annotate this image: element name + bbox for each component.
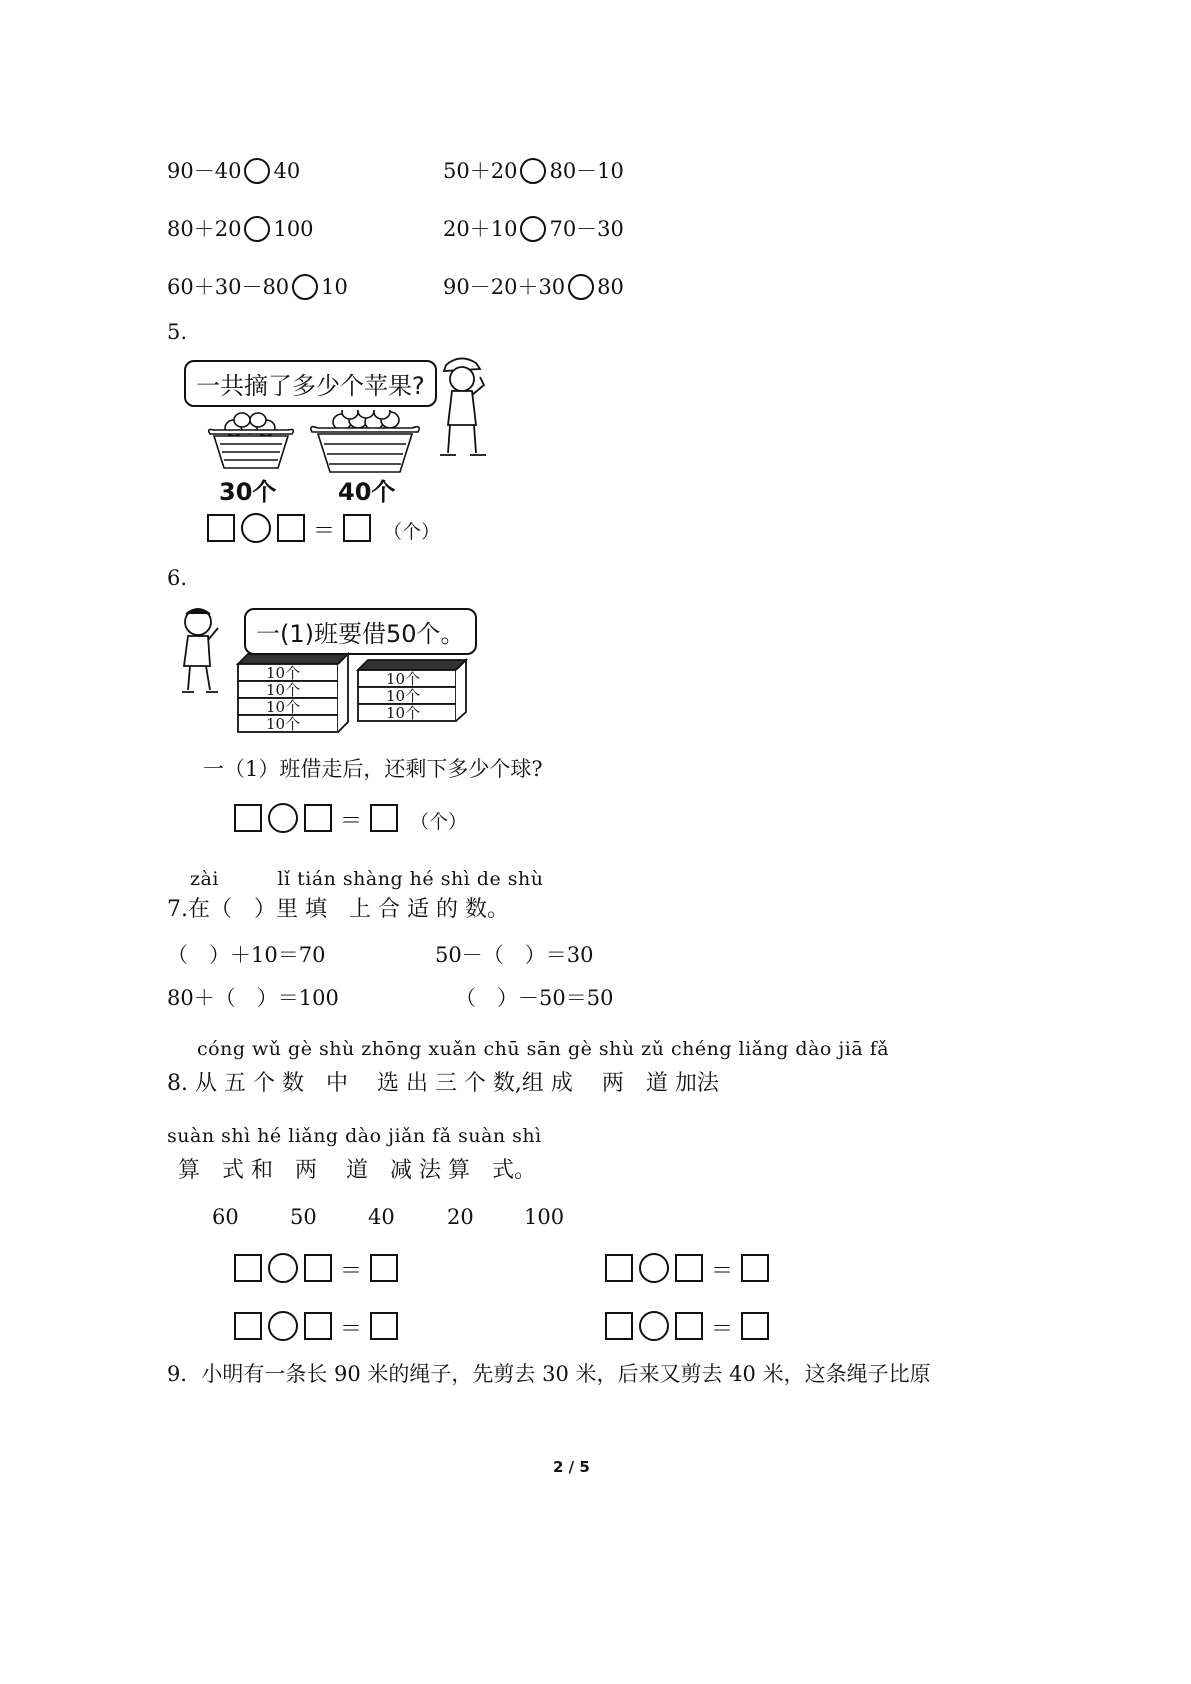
operator-circle[interactable] bbox=[268, 1253, 298, 1283]
crate-label: 10个 bbox=[266, 681, 301, 699]
addition-equation-2 bbox=[605, 1253, 769, 1283]
question-8-pinyin-line-1: cóng wǔ gè shù zhōng xuǎn chū sān gè shù zǔ chéng liǎng dào jiā fǎ bbox=[197, 1038, 890, 1060]
answer-box[interactable] bbox=[370, 1312, 398, 1340]
fill-blank-b: 50－（ ）＝30 bbox=[435, 943, 594, 967]
question-5-speech-bubble: 一共摘了多少个苹果? bbox=[184, 360, 437, 407]
compare-row-3-right bbox=[443, 274, 624, 300]
operator-circle[interactable] bbox=[268, 1311, 298, 1341]
expression: 80＋20 bbox=[167, 217, 242, 241]
answer-box[interactable] bbox=[343, 514, 371, 542]
compare-circle[interactable] bbox=[292, 274, 318, 300]
compare-circle[interactable] bbox=[244, 158, 270, 184]
answer-box[interactable] bbox=[304, 1254, 332, 1282]
subtraction-equation-2 bbox=[605, 1311, 769, 1341]
question-7-text: 7.在（ ）里 填 上 合 适 的 数。 bbox=[167, 897, 509, 922]
question-8-text-line-1: 8. 从 五 个 数 中 选 出 三 个 数,组 成 两 道 加法 bbox=[167, 1071, 719, 1096]
number-choice: 40 bbox=[368, 1205, 395, 1229]
question-5-equation bbox=[207, 513, 440, 543]
expression: 80 bbox=[597, 275, 624, 299]
expression: 100 bbox=[273, 217, 314, 241]
expression: 90－20＋30 bbox=[443, 275, 566, 299]
crate-label: 10个 bbox=[386, 670, 421, 688]
number-choice: 100 bbox=[524, 1205, 565, 1229]
page-number: 2 / 5 bbox=[553, 1458, 590, 1476]
question-9-text: 9．小明有一条长 90 米的绳子，先剪去 30 米，后来又剪去 40 米，这条绳子比原 bbox=[167, 1362, 931, 1386]
compare-circle[interactable] bbox=[244, 216, 270, 242]
question-8-text-line-2: 算 式 和 两 道 减 法 算 式。 bbox=[178, 1158, 536, 1183]
crate-label: 10个 bbox=[266, 698, 301, 716]
fill-blank-c: 80＋（ ）＝100 bbox=[167, 986, 339, 1010]
number-choice: 20 bbox=[447, 1205, 474, 1229]
addition-equation-1 bbox=[234, 1253, 398, 1283]
answer-box[interactable] bbox=[304, 804, 332, 832]
expression: 20＋10 bbox=[443, 217, 518, 241]
answer-box[interactable] bbox=[675, 1312, 703, 1340]
answer-box[interactable] bbox=[234, 1312, 262, 1340]
operator-circle[interactable] bbox=[639, 1311, 669, 1341]
crate-label: 10个 bbox=[266, 664, 301, 682]
compare-circle[interactable] bbox=[520, 158, 546, 184]
expression: 80－10 bbox=[549, 159, 624, 183]
basket-1-label: 30个 bbox=[219, 478, 277, 506]
answer-box[interactable] bbox=[277, 514, 305, 542]
answer-box[interactable] bbox=[304, 1312, 332, 1340]
answer-box[interactable] bbox=[370, 1254, 398, 1282]
fill-blank-a: （ ）＋10＝70 bbox=[167, 943, 326, 967]
compare-circle[interactable] bbox=[568, 274, 594, 300]
number-choice: 50 bbox=[290, 1205, 317, 1229]
expression: 50＋20 bbox=[443, 159, 518, 183]
crate-label: 10个 bbox=[386, 704, 421, 722]
expression: 10 bbox=[321, 275, 348, 299]
unit-label: （个） bbox=[410, 810, 468, 833]
expression: 70－30 bbox=[549, 217, 624, 241]
answer-box[interactable] bbox=[370, 804, 398, 832]
question-7-pinyin: zài lǐ tián shàng hé shì de shù bbox=[190, 868, 544, 890]
expression: 90－40 bbox=[167, 159, 242, 183]
answer-box[interactable] bbox=[234, 1254, 262, 1282]
number-choice: 60 bbox=[212, 1205, 239, 1229]
answer-box[interactable] bbox=[234, 804, 262, 832]
operator-circle[interactable] bbox=[241, 513, 271, 543]
unit-label: （个） bbox=[383, 520, 441, 543]
equals-sign: ＝ bbox=[711, 1317, 734, 1342]
answer-box[interactable] bbox=[605, 1312, 633, 1340]
answer-box[interactable] bbox=[207, 514, 235, 542]
question-6-prompt: 一（1）班借走后，还剩下多少个球? bbox=[203, 757, 543, 781]
answer-box[interactable] bbox=[741, 1312, 769, 1340]
answer-box[interactable] bbox=[741, 1254, 769, 1282]
equals-sign: ＝ bbox=[340, 1259, 363, 1284]
equals-sign: ＝ bbox=[313, 519, 336, 544]
operator-circle[interactable] bbox=[268, 803, 298, 833]
compare-circle[interactable] bbox=[520, 216, 546, 242]
compare-row-1-right bbox=[443, 158, 624, 184]
compare-row-1-left bbox=[167, 158, 300, 184]
compare-row-3-left bbox=[167, 274, 348, 300]
fill-blank-d: （ ）－50＝50 bbox=[455, 986, 614, 1010]
equals-sign: ＝ bbox=[340, 1317, 363, 1342]
operator-circle[interactable] bbox=[639, 1253, 669, 1283]
compare-row-2-left bbox=[167, 216, 314, 242]
left-crate-labels bbox=[266, 665, 300, 733]
basket-2-label: 40个 bbox=[338, 478, 396, 506]
crate-label: 10个 bbox=[266, 715, 301, 733]
question-8-pinyin-line-2: suàn shì hé liǎng dào jiǎn fǎ suàn shì bbox=[167, 1125, 542, 1147]
expression: 60＋30－80 bbox=[167, 275, 290, 299]
subtraction-equation-1 bbox=[234, 1311, 398, 1341]
answer-box[interactable] bbox=[675, 1254, 703, 1282]
boy-illustration bbox=[174, 606, 224, 696]
equals-sign: ＝ bbox=[711, 1259, 734, 1284]
crate-label: 10个 bbox=[386, 687, 421, 705]
question-6-equation bbox=[234, 803, 467, 833]
question-6-speech-bubble: 一(1)班要借50个。 bbox=[244, 608, 477, 655]
answer-box[interactable] bbox=[605, 1254, 633, 1282]
expression: 40 bbox=[273, 159, 301, 183]
right-crate-labels bbox=[386, 671, 420, 722]
boy-with-cap-illustration bbox=[430, 355, 492, 467]
question-6-number: 6. bbox=[167, 566, 188, 590]
equals-sign: ＝ bbox=[340, 809, 363, 834]
compare-row-2-right bbox=[443, 216, 624, 242]
question-5-number: 5. bbox=[167, 320, 188, 344]
